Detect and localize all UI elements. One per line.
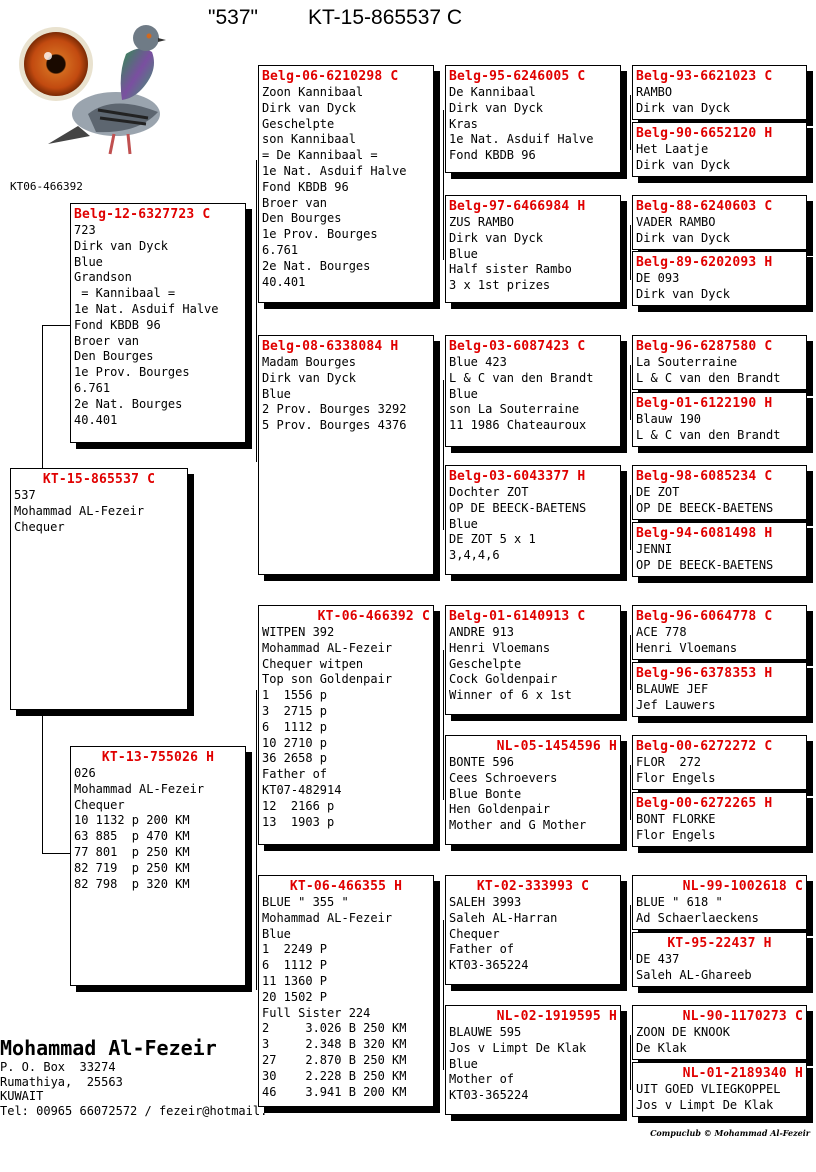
bird-details: [449, 895, 617, 974]
bird-detail-line: 5 Prov. Bourges 4376: [262, 418, 407, 433]
bird-detail-line: 77 801 p 250 KM: [74, 844, 190, 859]
bird-detail-line: Dirk van Dyck: [449, 100, 543, 115]
pedigree-box-sd: [258, 335, 434, 575]
ring-number: KT-15-865537 C: [42, 472, 156, 487]
bird-detail-line: ZUS RAMBO: [449, 215, 515, 229]
bird-details: [636, 355, 803, 387]
bird-detail-line: OP DE BEECK-BAETENS: [636, 500, 774, 515]
ring-number: Belg-00-6272265 H: [636, 796, 773, 811]
bird-detail-line: Blue: [449, 516, 478, 531]
connector-line: [256, 160, 257, 462]
bird-detail-line: 30 2.228 B 250 KM: [262, 1068, 407, 1083]
bird-detail-line: WITPEN 392: [262, 625, 335, 639]
bird-detail-line: ACE 778: [636, 625, 687, 639]
bird-detail-line: Grandson: [74, 270, 132, 285]
pigeon-name-title: "537": [208, 6, 258, 29]
bird-details: [636, 542, 803, 574]
connector-line: [630, 225, 631, 280]
bird-detail-line: JENNI: [636, 542, 673, 556]
bird-detail-line: Jos v Limpt De Klak: [449, 1040, 587, 1055]
pedigree-box-g6: [632, 392, 807, 447]
bird-detail-line: BLAUWE JEF: [636, 682, 709, 696]
bird-detail-line: Henri Vloemans: [636, 640, 738, 655]
ring-number: KT-02-333993 C: [476, 879, 590, 894]
bird-detail-line: 1 2249 P: [262, 942, 328, 957]
ring-number: KT-06-466355 H: [289, 879, 403, 894]
bird-detail-line: Saleh AL-Ghareeb: [636, 967, 752, 982]
pedigree-box-g12: [632, 792, 807, 847]
bird-detail-line: Mohammad AL-Fezeir: [262, 640, 393, 655]
bird-detail-line: BLUE " 355 ": [262, 895, 349, 909]
pedigree-box-ss: [258, 65, 434, 303]
connector-line: [630, 95, 631, 150]
bird-details: [636, 142, 803, 174]
bird-details: [449, 355, 617, 434]
bird-detail-line: 82 798 p 320 KM: [74, 876, 190, 891]
connector-line: [630, 765, 631, 820]
connector-line: [443, 380, 444, 530]
bird-detail-line: Chequer: [14, 519, 65, 534]
bird-detail-line: ANDRE 913: [449, 625, 515, 639]
bird-detail-line: 6 1112 p: [262, 719, 328, 734]
bird-details: [636, 625, 803, 657]
bird-detail-line: Den Bourges: [74, 349, 154, 364]
bird-detail-line: La Souterraine: [636, 355, 738, 369]
bird-detail-line: Dirk van Dyck: [636, 100, 730, 115]
pedigree-box-g16: [632, 1062, 807, 1117]
pedigree-box-main: [10, 468, 188, 710]
bird-detail-line: De Klak: [636, 1040, 687, 1055]
bird-detail-line: Mohammad AL-Fezeir: [74, 781, 205, 796]
bird-detail-line: Blue 423: [449, 355, 507, 369]
bird-detail-line: 2e Nat. Bourges: [74, 396, 183, 411]
ring-number: Belg-03-6087423 C: [449, 339, 586, 354]
bird-detail-line: Jos v Limpt De Klak: [636, 1097, 774, 1112]
bird-details: [74, 223, 242, 428]
bird-detail-line: 63 885 p 470 KM: [74, 829, 190, 844]
bird-detail-line: Mohammad AL-Fezeir: [262, 910, 393, 925]
pedigree-box-ddd: [445, 1005, 621, 1115]
owner-name: Mohammad Al-Fezeir: [0, 1036, 217, 1060]
connector-line: [42, 853, 70, 854]
connector-line: [443, 110, 444, 260]
bird-detail-line: Blue: [262, 386, 291, 401]
pedigree-box-sds: [445, 335, 621, 447]
pedigree-box-g15: [632, 1005, 807, 1060]
bird-detail-line: Mother of: [449, 1072, 515, 1087]
owner-address-line: P. O. Box 33274: [0, 1060, 116, 1074]
bird-detail-line: Fond KBDB 96: [262, 179, 349, 194]
bird-detail-line: KT03-365224: [449, 1088, 529, 1103]
bird-details: [636, 952, 803, 984]
bird-details: [636, 412, 803, 444]
bird-details: [449, 755, 617, 834]
ring-number: Belg-96-6064778 C: [636, 609, 773, 624]
bird-detail-line: Cees Schroevers: [449, 770, 558, 785]
bird-detail-line: Father of: [449, 942, 515, 957]
pedigree-box-dss: [445, 605, 621, 715]
bird-detail-line: son Kannibaal: [262, 132, 356, 147]
pedigree-box-sss: [445, 65, 621, 173]
pedigree-box-ds: [258, 605, 434, 845]
ring-number: NL-99-1002618 C: [682, 879, 803, 894]
bird-detail-line: 27 2.870 B 250 KM: [262, 1052, 407, 1067]
bird-detail-line: Dirk van Dyck: [636, 286, 730, 301]
bird-detail-line: BONT FLORKE: [636, 812, 716, 826]
bird-details: [636, 895, 803, 927]
bird-details: [449, 1025, 617, 1104]
bird-details: [636, 682, 803, 714]
bird-detail-line: Full Sister 224: [262, 1005, 371, 1020]
bird-detail-line: Flor Engels: [636, 770, 716, 785]
bird-detail-line: = Kannibaal =: [74, 286, 176, 301]
pedigree-box-sdd: [445, 465, 621, 575]
bird-detail-line: Blue: [449, 386, 478, 401]
bird-details: [636, 215, 803, 247]
bird-detail-line: Cock Goldenpair: [449, 672, 558, 687]
bird-detail-line: 2 3.026 B 250 KM: [262, 1021, 407, 1036]
bird-details: [636, 271, 803, 303]
footer-credit: Compuclub © Mohammad Al-Fezeir: [650, 1128, 810, 1138]
bird-details: [262, 625, 430, 830]
bird-detail-line: Blue Bonte: [449, 786, 522, 801]
bird-detail-line: Chequer witpen: [262, 656, 364, 671]
owner-info: [0, 1036, 267, 1118]
pedigree-box-dd: [258, 875, 434, 1107]
bird-detail-line: Blue: [262, 926, 291, 941]
bird-detail-line: L & C van den Brandt: [449, 370, 594, 385]
ring-number: Belg-06-6210298 C: [262, 69, 399, 84]
owner-address-line: Rumathiya, 25563: [0, 1074, 123, 1089]
pedigree-box-g7: [632, 465, 807, 520]
ring-number: NL-05-1454596 H: [496, 739, 617, 754]
bird-detail-line: OP DE BEECK-BAETENS: [449, 500, 587, 515]
pedigree-box-g8: [632, 522, 807, 577]
bird-detail-line: Flor Engels: [636, 827, 716, 842]
bird-detail-line: Hen Goldenpair: [449, 802, 551, 817]
bird-detail-line: DE ZOT: [636, 485, 680, 499]
bird-detail-line: SALEH 3993: [449, 895, 522, 909]
bird-detail-line: Saleh AL-Harran: [449, 910, 558, 925]
bird-detail-line: 3 2715 p: [262, 703, 328, 718]
bird-detail-line: Mohammad AL-Fezeir: [14, 503, 145, 518]
pedigree-box-sire: [70, 203, 246, 443]
bird-detail-line: Jef Lauwers: [636, 697, 716, 712]
bird-detail-line: FLOR 272: [636, 755, 702, 769]
bird-detail-line: 1 1556 p: [262, 688, 328, 703]
pedigree-box-dsd: [445, 735, 621, 845]
connector-line: [443, 650, 444, 800]
bird-details: [262, 895, 430, 1100]
bird-detail-line: Den Bourges: [262, 211, 342, 226]
bird-detail-line: Dirk van Dyck: [636, 157, 730, 172]
ring-number: Belg-03-6043377 H: [449, 469, 586, 484]
pedigree-box-g13: [632, 875, 807, 930]
bird-detail-line: De Kannibaal: [449, 85, 536, 99]
bird-detail-line: Fond KBDB 96: [449, 148, 536, 163]
bird-detail-line: Ad Schaerlaeckens: [636, 910, 759, 925]
pigeon-logo: [18, 14, 178, 168]
bird-detail-line: 13 1903 p: [262, 814, 335, 829]
bird-details: [636, 485, 803, 517]
bird-detail-line: 40.401: [74, 412, 118, 427]
pedigree-box-g11: [632, 735, 807, 790]
connector-line: [42, 325, 70, 326]
bird-detail-line: 723: [74, 223, 96, 237]
bird-detail-line: Henri Vloemans: [449, 640, 551, 655]
bird-detail-line: 1e Nat. Asduif Halve: [449, 132, 594, 147]
bird-detail-line: 3,4,4,6: [449, 548, 500, 563]
ring-number: Belg-08-6338084 H: [262, 339, 399, 354]
bird-detail-line: 026: [74, 766, 96, 780]
bird-detail-line: 6.761: [262, 242, 299, 257]
ring-number: Belg-01-6122190 H: [636, 396, 773, 411]
bird-details: [14, 488, 184, 535]
bird-detail-line: UIT GOED VLIEGKOPPEL: [636, 1082, 781, 1096]
logo-ring-id: KT06-466392: [10, 180, 83, 193]
connector-line: [630, 1035, 631, 1090]
pedigree-box-g5: [632, 335, 807, 390]
bird-detail-line: 2e Nat. Bourges: [262, 258, 371, 273]
ring-number: Belg-93-6621023 C: [636, 69, 773, 84]
ring-number: Belg-00-6272272 C: [636, 739, 773, 754]
connector-line: [630, 905, 631, 960]
bird-detail-line: Geschelpte: [449, 656, 522, 671]
ring-number: Belg-95-6246005 C: [449, 69, 586, 84]
pedigree-box-g14: [632, 932, 807, 987]
bird-detail-line: Mother and G Mother: [449, 818, 587, 833]
bird-detail-line: 1e Nat. Asduif Halve: [74, 301, 219, 316]
bird-detail-line: 20 1502 P: [262, 989, 328, 1004]
bird-detail-line: 11 1986 Chateauroux: [449, 418, 587, 433]
bird-detail-line: 11 1360 P: [262, 973, 328, 988]
connector-line: [256, 690, 257, 990]
connector-line: [630, 635, 631, 690]
bird-detail-line: Dochter ZOT: [449, 485, 529, 499]
connector-line: [630, 495, 631, 550]
bird-details: [636, 812, 803, 844]
bird-detail-line: 82 719 p 250 KM: [74, 860, 190, 875]
bird-detail-line: Dirk van Dyck: [262, 100, 356, 115]
bird-detail-line: KT03-365224: [449, 958, 529, 973]
bird-detail-line: Broer van: [74, 333, 140, 348]
bird-detail-line: Zoon Kannibaal: [262, 85, 364, 99]
bird-details: [449, 625, 617, 704]
pedigree-box-g3: [632, 195, 807, 250]
bird-detail-line: 10 2710 p: [262, 735, 328, 750]
bird-detail-line: Top son Goldenpair: [262, 672, 393, 687]
bird-detail-line: 1e Nat. Asduif Halve: [262, 163, 407, 178]
bird-detail-line: Father of: [262, 767, 328, 782]
bird-detail-line: Blauw 190: [636, 412, 702, 426]
bird-detail-line: 46 3.941 B 200 KM: [262, 1084, 407, 1099]
bird-details: [262, 85, 430, 290]
connector-line: [630, 365, 631, 420]
bird-detail-line: 3 x 1st prizes: [449, 278, 551, 293]
ring-number: Belg-97-6466984 H: [449, 199, 586, 214]
bird-details: [636, 1082, 803, 1114]
pedigree-box-ssd: [445, 195, 621, 303]
bird-detail-line: Dirk van Dyck: [74, 238, 168, 253]
bird-detail-line: 6.761: [74, 380, 111, 395]
bird-details: [449, 485, 617, 564]
bird-details: [636, 755, 803, 787]
bird-detail-line: Broer van: [262, 195, 328, 210]
pedigree-box-g1: [632, 65, 807, 120]
ring-number: KT-06-466392 C: [317, 609, 430, 624]
bird-detail-line: OP DE BEECK-BAETENS: [636, 557, 774, 572]
connector-line: [42, 710, 43, 853]
bird-details: [262, 355, 430, 434]
bird-detail-line: 40.401: [262, 274, 306, 289]
bird-detail-line: Kras: [449, 116, 478, 131]
bird-detail-line: 3 2.348 B 320 KM: [262, 1037, 407, 1052]
bird-details: [636, 85, 803, 117]
owner-contact-line: Tel: 00965 66072572 / fezeir@hotmail.: [0, 1103, 268, 1118]
eye-icon: [19, 27, 93, 101]
bird-detail-line: 2 Prov. Bourges 3292: [262, 402, 407, 417]
pedigree-box-g4: [632, 251, 807, 306]
bird-detail-line: Dirk van Dyck: [449, 230, 543, 245]
pedigree-box-g2: [632, 122, 807, 177]
ring-number: Belg-96-6287580 C: [636, 339, 773, 354]
bird-detail-line: BONTE 596: [449, 755, 515, 769]
bird-details: [636, 1025, 803, 1057]
ring-number: Belg-98-6085234 C: [636, 469, 773, 484]
bird-detail-line: Blue: [449, 246, 478, 261]
bird-detail-line: Blue: [449, 1056, 478, 1071]
ring-number: Belg-94-6081498 H: [636, 526, 773, 541]
bird-detail-line: 1e Prov. Bourges: [74, 365, 190, 380]
pedigree-box-g9: [632, 605, 807, 660]
bird-detail-line: Madam Bourges: [262, 355, 356, 369]
owner-address-line: KUWAIT: [0, 1089, 44, 1103]
bird-detail-line: 537: [14, 488, 36, 502]
bird-detail-line: BLUE " 618 ": [636, 895, 723, 909]
bird-detail-line: Fond KBDB 96: [74, 317, 161, 332]
pedigree-box-g10: [632, 662, 807, 717]
bird-detail-line: = De Kannibaal =: [262, 148, 378, 163]
bird-detail-line: 6 1112 P: [262, 958, 328, 973]
bird-detail-line: ZOON DE KNOOK: [636, 1025, 730, 1039]
ring-number: Belg-12-6327723 C: [74, 207, 211, 222]
bird-detail-line: son La Souterraine: [449, 402, 580, 417]
bird-detail-line: VADER RAMBO: [636, 215, 716, 229]
bird-detail-line: 1e Prov. Bourges: [262, 227, 378, 242]
bird-detail-line: Dirk van Dyck: [636, 230, 730, 245]
bird-detail-line: 36 2658 p: [262, 751, 328, 766]
pigeon-ring-title: KT-15-865537 C: [308, 6, 463, 29]
ring-number: Belg-90-6652120 H: [636, 126, 773, 141]
bird-details: [74, 766, 242, 892]
bird-details: [449, 215, 617, 294]
bird-detail-line: KT07-482914: [262, 782, 342, 797]
bird-detail-line: Half sister Rambo: [449, 262, 572, 277]
bird-detail-line: Chequer: [449, 926, 500, 941]
bird-detail-line: Blue: [74, 254, 103, 269]
bird-detail-line: RAMBO: [636, 85, 673, 99]
bird-detail-line: Dirk van Dyck: [262, 370, 356, 385]
connector-line: [42, 325, 43, 468]
bird-detail-line: 12 2166 p: [262, 798, 335, 813]
bird-detail-line: 10 1132 p 200 KM: [74, 813, 190, 828]
bird-details: [449, 85, 617, 164]
ring-number: NL-02-1919595 H: [496, 1009, 617, 1024]
bird-detail-line: Geschelpte: [262, 116, 335, 131]
bird-detail-line: BLAUWE 595: [449, 1025, 522, 1039]
ring-number: Belg-96-6378353 H: [636, 666, 773, 681]
ring-number: NL-01-2189340 H: [682, 1066, 803, 1081]
connector-line: [443, 920, 444, 1070]
bird-detail-line: DE ZOT 5 x 1: [449, 532, 536, 547]
ring-number: Belg-89-6202093 H: [636, 255, 773, 270]
bird-detail-line: Het Laatje: [636, 142, 709, 156]
pedigree-box-dam: [70, 746, 246, 986]
bird-detail-line: Winner of 6 x 1st: [449, 688, 572, 703]
bird-detail-line: L & C van den Brandt: [636, 427, 781, 442]
bird-detail-line: L & C van den Brandt: [636, 370, 781, 385]
ring-number: Belg-88-6240603 C: [636, 199, 773, 214]
ring-number: NL-90-1170273 C: [682, 1009, 803, 1024]
bird-detail-line: Chequer: [74, 797, 125, 812]
bird-detail-line: DE 093: [636, 271, 680, 285]
ring-number: Belg-01-6140913 C: [449, 609, 586, 624]
pedigree-box-dds: [445, 875, 621, 985]
ring-number: KT-95-22437 H: [667, 936, 772, 951]
bird-detail-line: DE 437: [636, 952, 680, 966]
ring-number: KT-13-755026 H: [101, 750, 215, 765]
